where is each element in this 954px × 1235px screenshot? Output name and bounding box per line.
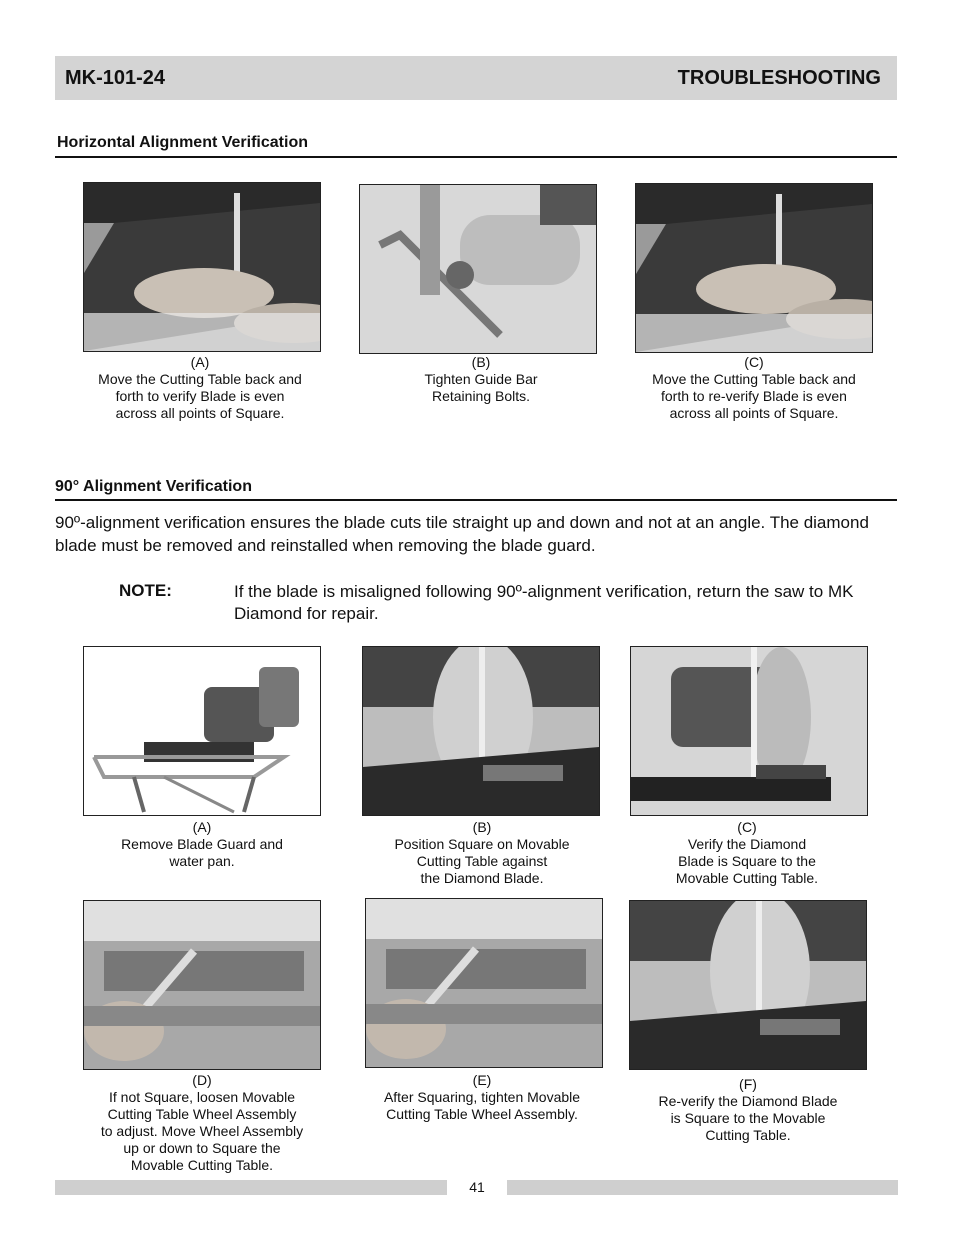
photo-ninety-e [365, 898, 603, 1068]
figure-caption: If not Square, loosen Movable Cutting Table Wheel Assembly to adjust. Move Wheel Assembly up or down to Square the Movable Cutting Table. [100, 1089, 304, 1173]
header-bar [55, 56, 897, 100]
figure-label: (D) [192, 1072, 212, 1088]
photo-horizontal-c [635, 183, 873, 353]
figure-label: (C) [737, 819, 757, 835]
caption-ninety-d [72, 1072, 332, 1174]
photo-ninety-c [630, 646, 868, 816]
photo-horizontal-b [359, 184, 597, 354]
caption-ninety-e [352, 1072, 612, 1123]
figure-caption: Position Square on Movable Cutting Table against the Diamond Blade. [394, 836, 570, 886]
page-number: 41 [469, 1179, 485, 1195]
photo-ninety-d [83, 900, 321, 1070]
figure-label: (C) [744, 354, 764, 370]
figure-label: (A) [192, 819, 212, 835]
horizontal-alignment-heading: Horizontal Alignment Verification [57, 134, 308, 151]
footer-bar-right [507, 1180, 898, 1195]
caption-ninety-b [352, 819, 612, 887]
note-text: If the blade is misaligned following 90º-alignment verification, return the saw to MK Diamond for repair. [234, 582, 854, 623]
note-label: NOTE: [119, 581, 172, 600]
figure-caption: Move the Cutting Table back and forth to re-verify Blade is even across all points of Square. [652, 371, 856, 421]
caption-horizontal-a [70, 354, 330, 422]
figure-caption: Move the Cutting Table back and forth to verify Blade is even across all points of Square. [98, 371, 302, 421]
figure-caption: Re-verify the Diamond Blade is Square to the Movable Cutting Table. [658, 1093, 838, 1143]
figure-caption: After Squaring, tighten Movable Cutting Table Wheel Assembly. [383, 1089, 581, 1122]
photo-ninety-a [83, 646, 321, 816]
section-title: TROUBLESHOOTING [677, 67, 881, 89]
caption-ninety-f [618, 1076, 878, 1144]
figure-label: (B) [472, 819, 492, 835]
caption-horizontal-c [624, 354, 884, 422]
figure-label: (A) [190, 354, 210, 370]
figure-caption: Verify the Diamond Blade is Square to the Movable Cutting Table. [675, 836, 819, 886]
figure-caption: Tighten Guide Bar Retaining Bolts. [424, 371, 538, 404]
photo-ninety-b [362, 646, 600, 816]
section-divider [55, 156, 897, 158]
model-number: MK-101-24 [65, 67, 166, 89]
figure-caption: Remove Blade Guard and water pan. [121, 836, 283, 869]
photo-ninety-f [629, 900, 867, 1070]
photo-horizontal-a [83, 182, 321, 352]
caption-ninety-a [72, 819, 332, 870]
figure-label: (F) [739, 1076, 757, 1092]
caption-ninety-c [617, 819, 877, 887]
ninety-alignment-heading: 90° Alignment Verification [55, 478, 252, 495]
caption-horizontal-b [351, 354, 611, 405]
section-divider [55, 499, 897, 501]
figure-label: (E) [472, 1072, 492, 1088]
figure-label: (B) [471, 354, 491, 370]
footer-bar-left [55, 1180, 447, 1195]
intro-paragraph: 90º-alignment verification ensures the blade cuts tile straight up and down and not at an angle. The diamond blade must be removed and reinstalled when removing the blade guard. [55, 513, 869, 555]
